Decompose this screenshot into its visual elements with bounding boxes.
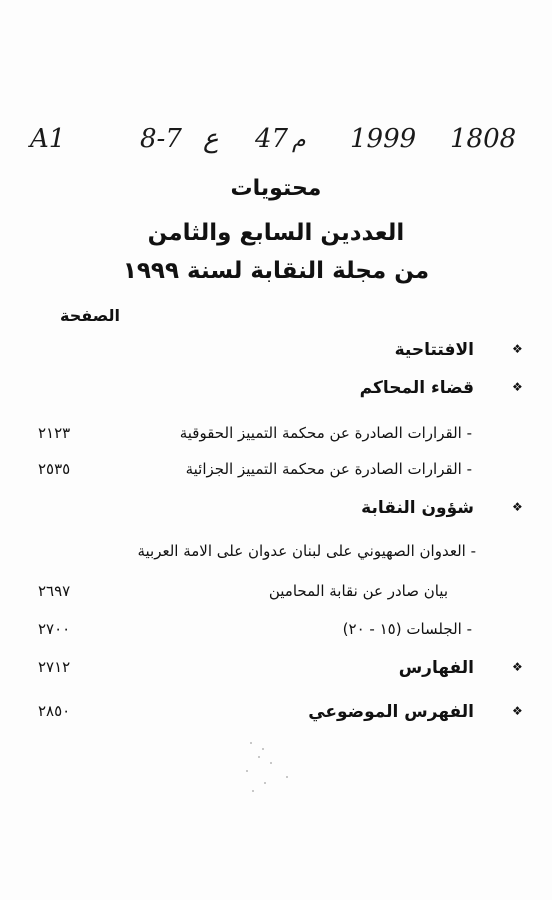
toc-item-page-number: ٢٥٣٥	[38, 460, 71, 478]
scan-speck	[286, 776, 288, 778]
toc-section-indexes	[0, 658, 552, 686]
toc-section-union-affairs	[0, 498, 552, 526]
toc-section-title: شؤون النقابة	[361, 498, 474, 518]
toc-item-label: - العدوان الصهيوني على لبنان عدوان على الامة العربية	[137, 542, 476, 560]
handwritten-number: 1808	[450, 124, 517, 154]
toc-item	[0, 460, 552, 488]
handwritten-year: 1999	[350, 124, 417, 154]
diamond-bullet-icon: ❖	[512, 660, 523, 674]
diamond-bullet-icon: ❖	[512, 704, 523, 718]
toc-item-page-number: ٢٨٥٠	[38, 702, 71, 720]
diamond-bullet-icon: ❖	[512, 380, 523, 394]
toc-section-title: الافتتاحية	[394, 340, 474, 360]
scan-speck	[264, 782, 266, 784]
toc-item-page-number: ٢٦٩٧	[38, 582, 71, 600]
toc-item	[0, 424, 552, 452]
toc-item-page-number: ٢١٢٣	[38, 424, 71, 442]
toc-section-title: الفهارس	[398, 658, 474, 678]
handwritten-issue-range: 8-7	[140, 124, 182, 154]
page-title: محتويات	[230, 176, 322, 201]
toc-item-label: - القرارات الصادرة عن محكمة التمييز الحقوقية	[179, 424, 472, 442]
toc-item	[0, 542, 552, 570]
scan-speck	[252, 790, 254, 792]
toc-section-courts	[0, 378, 552, 406]
toc-item	[0, 620, 552, 648]
toc-item-label: - الجلسات (١٥ - ٢٠)	[342, 620, 472, 638]
toc-item	[0, 582, 552, 610]
scan-speck	[258, 756, 260, 758]
toc-item-page-number: ٢٧٠٠	[38, 620, 71, 638]
toc-section-title: قضاء المحاكم	[359, 378, 474, 398]
toc-section-title: الفهرس الموضوعي	[308, 702, 474, 722]
toc-item-label: - القرارات الصادرة عن محكمة التمييز الجزائية	[185, 460, 472, 478]
toc-section-opening	[0, 340, 552, 368]
diamond-bullet-icon: ❖	[512, 342, 523, 356]
toc-item-page-number: ٢٧١٢	[38, 658, 71, 676]
toc-item-label: بيان صادر عن نقابة المحامين	[268, 582, 448, 600]
toc-section-subject-index	[0, 702, 552, 730]
scan-speck	[270, 762, 272, 764]
scan-speck	[246, 770, 248, 772]
scan-speck	[250, 742, 252, 744]
handwritten-issue-letter: ع	[203, 124, 219, 154]
handwritten-volume-letter: م	[292, 128, 306, 153]
handwritten-code: A1	[30, 124, 66, 154]
diamond-bullet-icon: ❖	[512, 500, 523, 514]
page-subtitle-issues: العددين السابع والثامن	[147, 220, 405, 246]
scan-speck	[262, 748, 264, 750]
page-subtitle-journal: من مجلة النقابة لسنة ١٩٩٩	[122, 258, 430, 284]
handwritten-volume: 47	[255, 124, 289, 154]
page-column-label: الصفحة	[59, 306, 120, 325]
